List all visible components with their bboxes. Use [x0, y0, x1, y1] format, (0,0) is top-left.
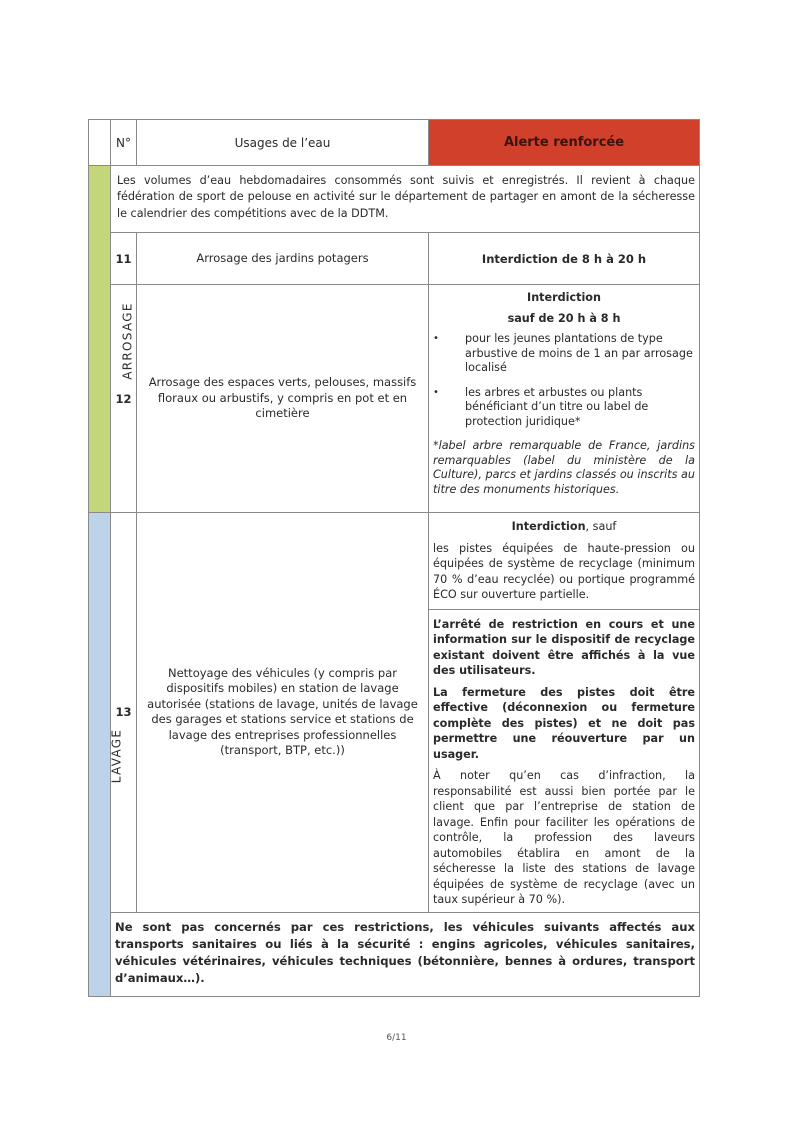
list-item [433, 332, 695, 376]
condition-paragraph: La fermeture des pistes doit être effective (déconnexion ou fermeture complète des pistes) et ne doit pas permettre une réouverture par un usager. [433, 685, 695, 761]
condition-paragraph: À noter qu’en cas d’infraction, la responsabilité est aussi bien portée par le client que par l’entreprise de station de lavage. Enfin pour faciliter les opérations de contrôle, la profession des laveurs automobiles établira en amont de la sécheresse la liste des stations de lavage équipées de système de recyclage (avec un taux supérieur à 70 %). [433, 769, 695, 906]
table-row [89, 233, 700, 285]
measure-title: Interdiction [527, 291, 601, 304]
measure-subtitle: sauf de 20 h à 8 h [507, 311, 621, 325]
measure-title-rest: , sauf [585, 520, 617, 533]
bullet-icon: • [433, 386, 439, 398]
category-arrosage-label: ARROSAGE [120, 301, 135, 380]
intro-row [89, 166, 700, 233]
footer-text: Ne sont pas concernés par ces restrictions, les véhicules suivants affectés aux transports sanitaires ou liés à la sécurité : engins agricoles, véhicules sanitaires, véhicules vétérinaires, véhicules techniques (bétonnière, bennes à ordures, transport d’animaux…). [111, 912, 700, 996]
footer-row [89, 912, 700, 996]
row-measure: Interdiction de 8 h à 20 h [429, 233, 700, 285]
intro-text: Les volumes d’eau hebdomadaires consommés sont suivis et enregistrés. Il revient à chaque fédération de sport de pelouse en activité sur le département de partager en amont de la sécheresse le calendrier des compétitions avec de la DDTM. [111, 166, 700, 233]
water-restrictions-table [88, 119, 700, 997]
measure-title [433, 519, 695, 535]
measure-exception-block [429, 513, 699, 610]
measure-conditions-block [429, 610, 699, 912]
footnote: *label arbre remarquable de France, jardins remarquables (label du ministère de la Culture), parcs et jardins classés ou inscrits au titre des monuments historiques. [433, 439, 695, 496]
list-item-text: pour les jeunes plantations de type arbustive de moins de 1 an par arrosage localisé [465, 332, 693, 374]
row-number: 12 [111, 285, 137, 513]
header-water-usage: Usages de l’eau [137, 120, 429, 166]
table-header-row [89, 120, 700, 166]
category-lavage-label: LAVAGE [109, 728, 124, 784]
row-usage: Arrosage des espaces verts, pelouses, massifs floraux ou arbustifs, y compris en pot et en cimetière [137, 285, 429, 513]
measure-text: les pistes équipées de haute-pression ou équipées de système de recyclage (minimum 70 % d’eau recyclée) ou portique programmé ÉCO sur ouverture partielle. [433, 541, 695, 601]
condition-paragraph: L’arrêté de restriction en cours et une information sur le dispositif de recyclage existant doivent être affichés à la vue des utilisateurs. [433, 617, 695, 677]
header-number: N° [111, 120, 137, 166]
header-empty-cell [89, 120, 111, 166]
table-row [89, 285, 700, 513]
row-measure [429, 513, 700, 913]
measure-title-bold: Interdiction [511, 520, 586, 533]
row-number: 13 [111, 513, 137, 913]
page-number: 6/11 [386, 1033, 407, 1043]
row-measure [429, 285, 700, 513]
bullet-icon: • [433, 333, 439, 344]
table-row [89, 513, 700, 913]
header-alert-level: Alerte renforcée [429, 120, 700, 166]
row-usage: Arrosage des jardins potagers [137, 233, 429, 285]
row-number: 11 [111, 233, 137, 285]
list-item-text: les arbres et arbustes ou plants bénéficiant d’un titre ou label de protection juridique* [465, 385, 649, 428]
list-item [433, 386, 695, 430]
row-usage: Nettoyage des véhicules (y compris par dispositifs mobiles) en station de lavage autorisée (stations de lavage, unités de lavage des garages et stations service et stations de lavage des entreprises professionnelles (transport, BTP, etc.)) [137, 513, 429, 913]
